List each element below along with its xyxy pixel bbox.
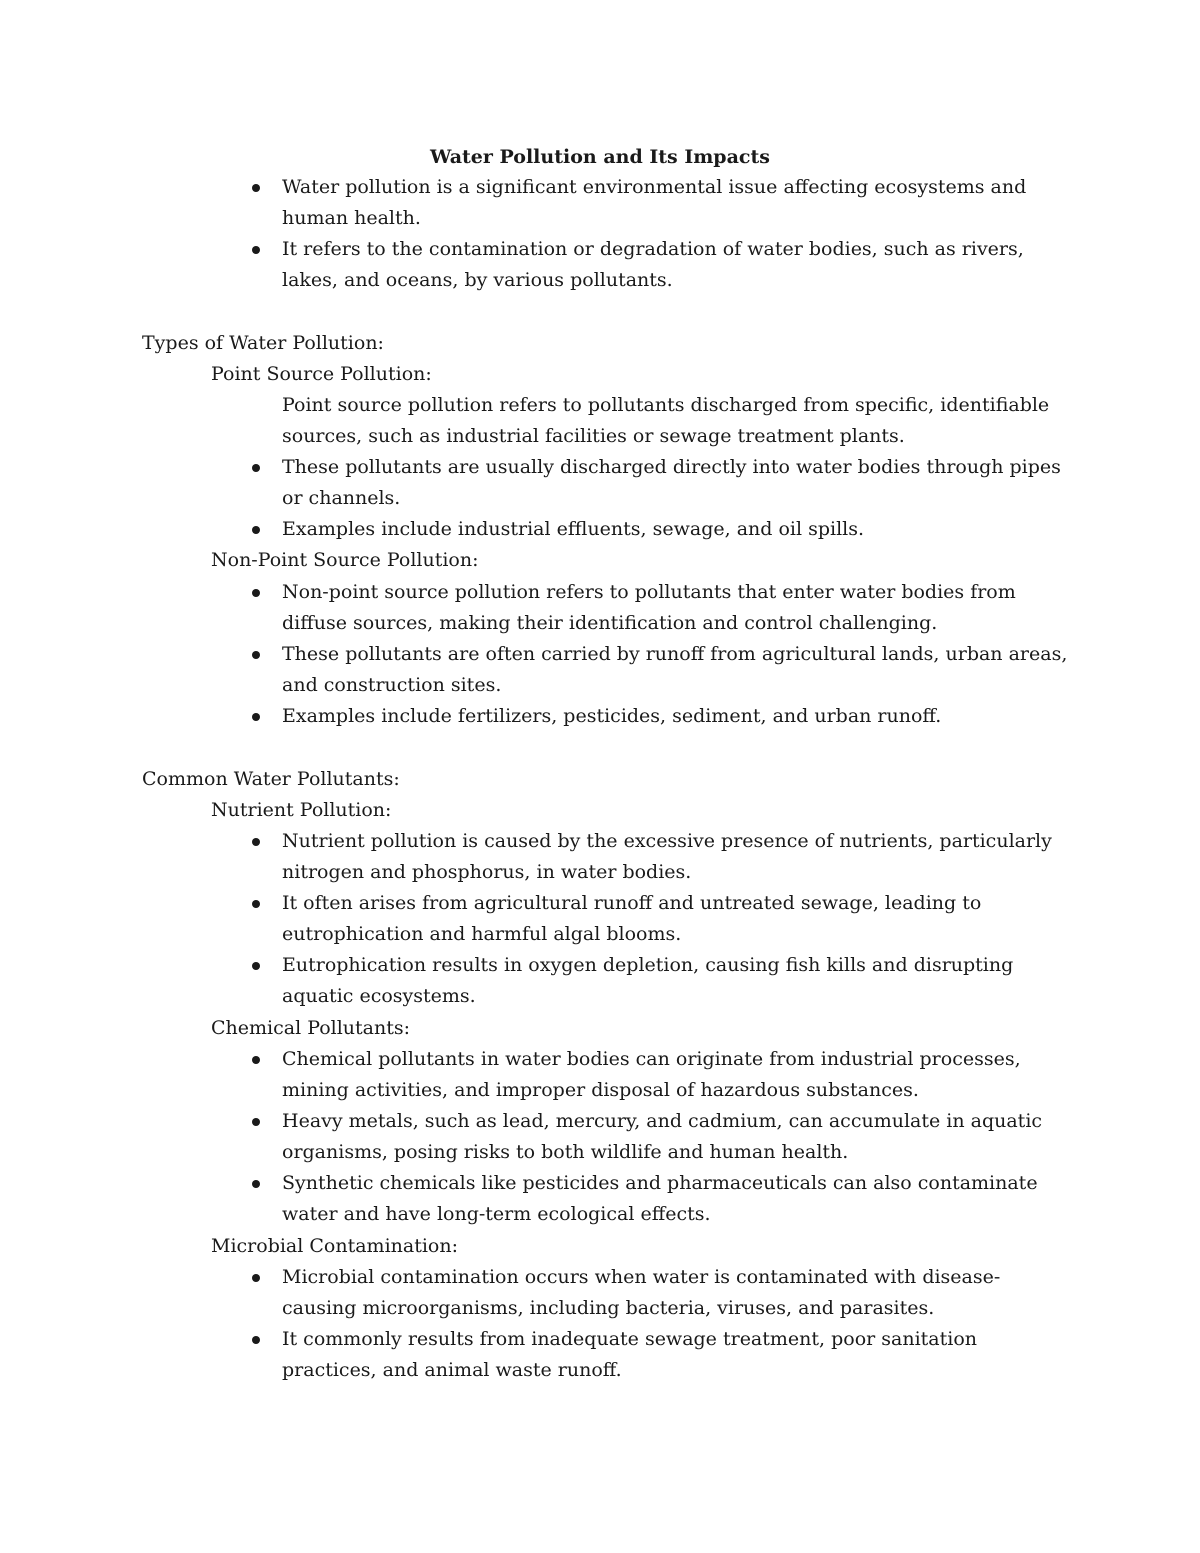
list-item: It often arises from agricultural runoff and untreated sewage, leading to eutrophication and harmful algal blooms. — [282, 892, 982, 945]
bullet-icon — [252, 526, 260, 534]
list-item: Synthetic chemicals like pesticides and pharmaceuticals can also contaminate water and have long-term ecological effects. — [282, 1172, 1038, 1225]
bullet-icon — [252, 1336, 260, 1344]
section-heading-types: Types of Water Pollution: — [142, 332, 384, 354]
list-item: It commonly results from inadequate sewage treatment, poor sanitation practices, and animal waste runoff. — [282, 1328, 978, 1381]
list-item: Examples include industrial effluents, sewage, and oil spills. — [282, 518, 865, 540]
bullet-icon — [252, 1056, 260, 1064]
bullet-icon — [252, 713, 260, 721]
document-title: Water Pollution and Its Impacts — [430, 146, 770, 168]
bullet-icon — [252, 962, 260, 970]
list-item: Nutrient pollution is caused by the excessive presence of nutrients, particularly nitrogen and phosphorus, in water bodies. — [282, 830, 1052, 883]
subheading-microbial: Microbial Contamination: — [211, 1235, 458, 1257]
bullet-icon — [252, 1180, 260, 1188]
bullet-icon — [252, 1118, 260, 1126]
subheading-nutrient: Nutrient Pollution: — [211, 799, 392, 821]
bullet-icon — [252, 900, 260, 908]
bullet-icon — [252, 651, 260, 659]
list-item: Microbial contamination occurs when water is contaminated with disease-causing microorganisms, including bacteria, viruses, and parasites. — [282, 1266, 1001, 1319]
bullet-icon — [252, 464, 260, 472]
subheading-chemical: Chemical Pollutants: — [211, 1017, 411, 1039]
intro-item: Water pollution is a significant environmental issue affecting ecosystems and human health. — [282, 176, 1027, 229]
bullet-icon — [252, 1274, 260, 1282]
section-heading-pollutants: Common Water Pollutants: — [142, 768, 400, 790]
point-source-lead: Point source pollution refers to pollutants discharged from specific, identifiable sources, such as industrial facilities or sewage treatment plants. — [282, 394, 1050, 447]
list-item: These pollutants are often carried by runoff from agricultural lands, urban areas, and construction sites. — [282, 643, 1068, 696]
list-item: Eutrophication results in oxygen depletion, causing fish kills and disrupting aquatic ecosystems. — [282, 954, 1014, 1007]
list-item: Chemical pollutants in water bodies can originate from industrial processes, mining activities, and improper disposal of hazardous substances. — [282, 1048, 1021, 1101]
intro-item: It refers to the contamination or degradation of water bodies, such as rivers, lakes, and oceans, by various pollutants. — [282, 238, 1024, 291]
bullet-icon — [252, 246, 260, 254]
subheading-non-point-source: Non-Point Source Pollution: — [211, 549, 479, 571]
subheading-point-source: Point Source Pollution: — [211, 363, 432, 385]
bullet-icon — [252, 838, 260, 846]
list-item: Non-point source pollution refers to pollutants that enter water bodies from diffuse sources, making their identification and control challenging. — [282, 581, 1016, 634]
list-item: Heavy metals, such as lead, mercury, and cadmium, can accumulate in aquatic organisms, posing risks to both wildlife and human health. — [282, 1110, 1043, 1163]
bullet-icon — [252, 589, 260, 597]
bullet-icon — [252, 184, 260, 192]
list-item: Examples include fertilizers, pesticides, sediment, and urban runoff. — [282, 705, 942, 727]
list-item: These pollutants are usually discharged directly into water bodies through pipes or channels. — [282, 456, 1061, 509]
